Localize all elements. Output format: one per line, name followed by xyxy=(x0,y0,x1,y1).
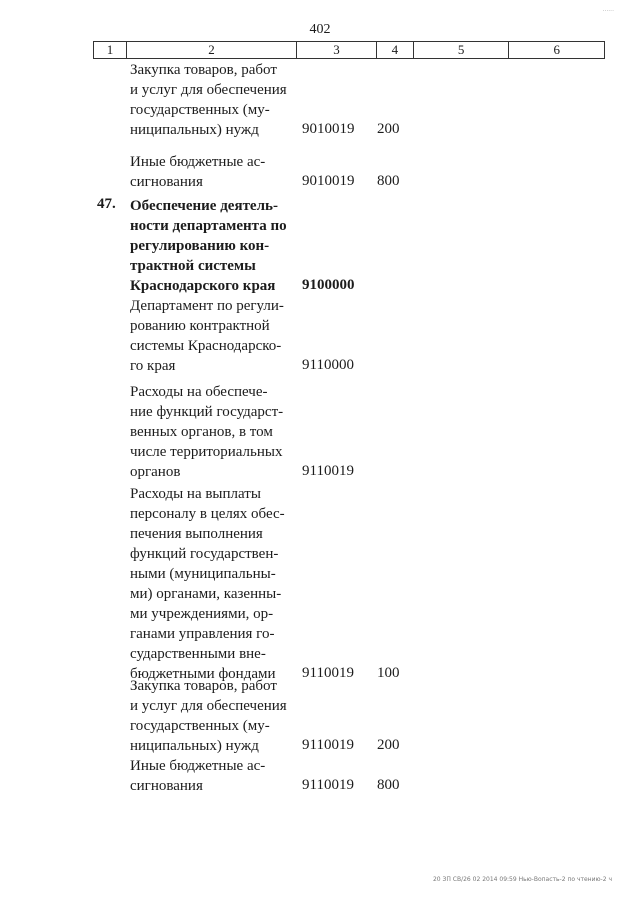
row-name xyxy=(130,676,288,756)
row-name-line: Расходы на обеспече- xyxy=(130,384,268,400)
column-header-4: 4 xyxy=(377,42,414,58)
page-number: 402 xyxy=(309,22,331,37)
row-name-line: персоналу в целях обес- xyxy=(130,506,285,522)
row-name-line: печения выполнения xyxy=(130,526,263,542)
row-name xyxy=(130,60,288,140)
row-name xyxy=(130,484,288,684)
row-name-line: системы Краснодарско- xyxy=(130,338,282,354)
row-name-line: Закупка товаров, работ xyxy=(130,62,277,78)
table-header xyxy=(93,41,605,59)
column-header-5: 5 xyxy=(414,42,510,58)
row-name-line: Расходы на выплаты xyxy=(130,486,261,502)
row-name-line: ми учреждениями, ор- xyxy=(130,606,274,622)
row-name-line: регулированию кон- xyxy=(130,238,270,254)
row-name-line: Обеспечение деятель- xyxy=(130,198,278,214)
row-name-line: органов xyxy=(130,464,181,480)
row-name xyxy=(130,196,288,296)
row-code: 9100000 xyxy=(302,277,355,293)
row-expense-type: 200 xyxy=(377,737,400,753)
row-name-line: трактной системы xyxy=(130,258,256,274)
row-number: 47. xyxy=(97,196,116,212)
row-name-line: венных органов, в том xyxy=(130,424,273,440)
row-name-line: функций государствен- xyxy=(130,546,279,562)
row-code: 9110019 xyxy=(302,665,354,681)
row-name-line: сударственными вне- xyxy=(130,646,266,662)
row-name-line: сигнования xyxy=(130,778,203,794)
row-name xyxy=(130,382,288,482)
row-name-line: го края xyxy=(130,358,176,374)
row-name-line: ности департамента по xyxy=(130,218,287,234)
row-name-line: государственных (му- xyxy=(130,718,270,734)
row-expense-type: 100 xyxy=(377,665,400,681)
column-header-2: 2 xyxy=(127,42,297,58)
row-code: 9010019 xyxy=(302,173,355,189)
row-name-line: ние функций государст- xyxy=(130,404,284,420)
row-expense-type: 800 xyxy=(377,777,400,793)
footer-stamp: 20 ЗП СВ/26 02 2014 09:59 Нью-Вопасть-2 по чтению-2 ч xyxy=(432,876,612,883)
row-name-line: и услуг для обеспечения xyxy=(130,698,287,714)
row-name-line: ными (муниципальны- xyxy=(130,566,276,582)
row-expense-type: 800 xyxy=(377,173,400,189)
row-name-line: Иные бюджетные ас- xyxy=(130,154,266,170)
corner-mark: ······ xyxy=(602,8,614,15)
row-name-line: числе территориальных xyxy=(130,444,283,460)
row-name-line: рованию контрактной xyxy=(130,318,270,334)
row-expense-type: 200 xyxy=(377,121,400,137)
column-header-6: 6 xyxy=(553,42,560,57)
row-name xyxy=(130,152,288,192)
row-name-line: ниципальных) нужд xyxy=(130,122,259,138)
row-name-line: ганами управления го- xyxy=(130,626,275,642)
row-name-line: бюджетными фондами xyxy=(130,666,276,682)
row-code: 9110019 xyxy=(302,737,354,753)
column-header-1: 1 xyxy=(94,42,127,58)
row-code: 9110019 xyxy=(302,463,354,479)
row-name-line: ниципальных) нужд xyxy=(130,738,259,754)
row-code: 9110000 xyxy=(302,357,354,373)
row-name-line: Иные бюджетные ас- xyxy=(130,758,266,774)
row-name xyxy=(130,296,288,376)
row-name-line: Краснодарского края xyxy=(130,278,276,294)
row-name-line: сигнования xyxy=(130,174,203,190)
column-header-3: 3 xyxy=(297,42,377,58)
row-name-line: ми) органами, казенны- xyxy=(130,586,282,602)
row-code: 9010019 xyxy=(302,121,355,137)
row-name-line: государственных (му- xyxy=(130,102,270,118)
row-code: 9110019 xyxy=(302,777,354,793)
row-name xyxy=(130,756,288,796)
row-name-line: Закупка товаров, работ xyxy=(130,678,277,694)
row-name-line: и услуг для обеспечения xyxy=(130,82,287,98)
row-name-line: Департамент по регули- xyxy=(130,298,284,314)
